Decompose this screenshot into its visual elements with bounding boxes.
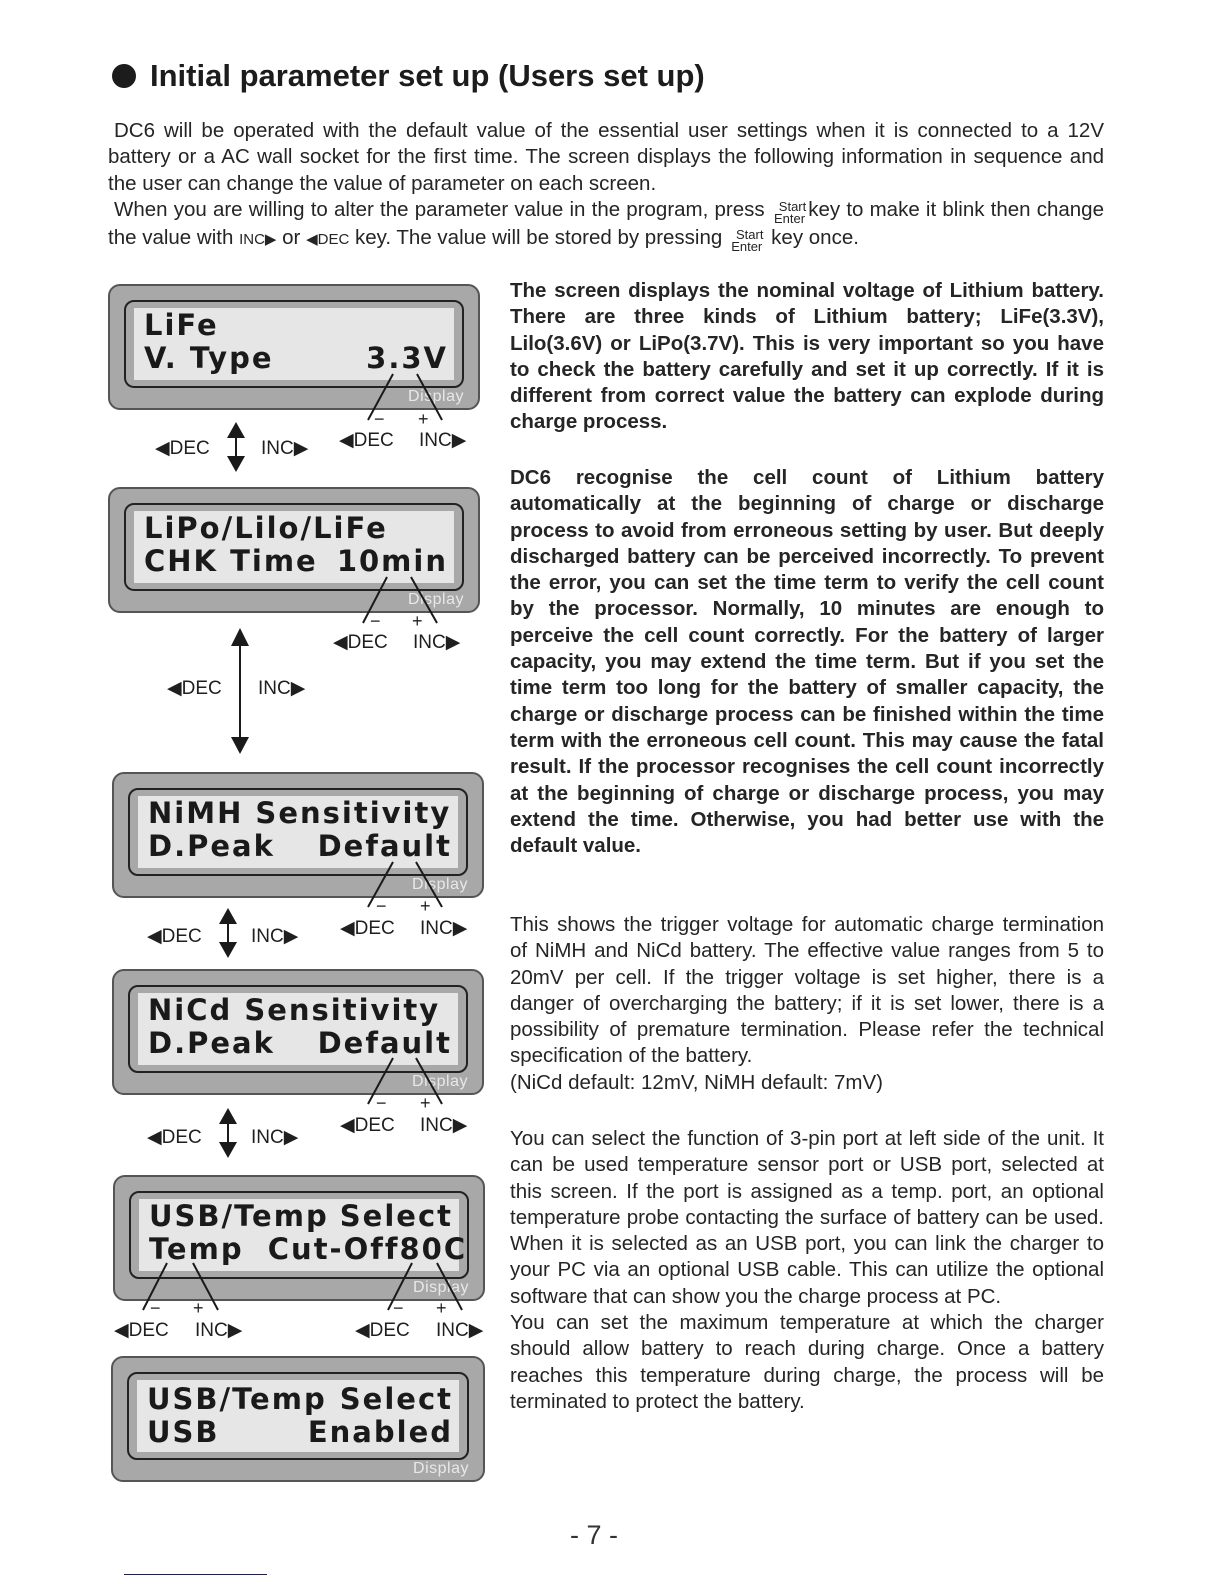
desc-chk-time: DC6 recognise the cell count of Lithium battery automatically at the beginning of charge or discharge process to avoid from erroneous setting by user. But deeply discharged battery can be perceived incorrectly. To prevent the error, you can set the time term to verify the cell count by the processor. Normally, 10 minutes are enough to perceive the cell count correctly. For the battery of larger capacity, you may extend the time term. But if you set the time term too long for the battery of smaller capacity, the charge or discharge process can be finished within the time term with the erroneous cell count. This may cause the fatal result. If the processor recognises the cell count incorrectly at the beginning of charge or discharge process, you may extend the time. Otherwise, you had better use with the default value. <box>510 466 1104 858</box>
minus-sign: − <box>150 1298 161 1318</box>
minus-sign: − <box>393 1298 404 1318</box>
dec-label: ◀DEC <box>167 678 222 699</box>
plus-sign: + <box>420 1093 431 1113</box>
page-number: - 7 - <box>570 1520 619 1550</box>
dec-key-icon: ◀DEC <box>306 230 350 248</box>
footer-rule <box>124 1574 267 1575</box>
dec-label: ◀DEC <box>355 1320 410 1341</box>
inc-label: INC▶ <box>258 678 306 699</box>
plus-sign: + <box>420 896 431 916</box>
dec-label: ◀DEC <box>114 1320 169 1341</box>
minus-sign: − <box>376 1093 387 1113</box>
intro-paragraph-1: DC6 will be operated with the default value of the essential user settings when it is connected to a 12V battery or a AC wall socket for the first time. The screen displays the following information in sequence and the user can change the value of parameter on each screen. <box>108 119 1104 195</box>
plus-sign: + <box>412 611 423 631</box>
inc-label: INC▶ <box>420 1115 468 1136</box>
lcd-screen-temp-cutoff: USB/Temp Select Temp Cut-Off 80C Display <box>113 1175 485 1301</box>
dec-label: ◀DEC <box>333 632 388 653</box>
intro-paragraph-2: When you are willing to alter the parameter value in the program, press Start Enter key to make it blink then change the value with INC▶ or ◀DEC key. The value will be stored by pressing Start Enter key once. <box>108 197 1104 254</box>
dec-label: ◀DEC <box>340 1115 395 1136</box>
inc-label: INC▶ <box>195 1320 243 1341</box>
start-enter-key-icon: Start Enter <box>731 226 764 254</box>
lcd-screen-usb-enabled: USB/Temp Select USB Enabled Display <box>111 1356 485 1482</box>
dec-label: ◀DEC <box>147 926 202 947</box>
inc-label: INC▶ <box>420 918 468 939</box>
lcd-screen-vtype: LiFe V. Type 3.3V Display <box>108 284 480 410</box>
display-label: Display <box>408 388 464 405</box>
lcd-screen-nimh: NiMH Sensitivity D.Peak Default Display <box>112 772 484 898</box>
dec-label: ◀DEC <box>340 918 395 939</box>
display-label: Display <box>413 1460 469 1477</box>
desc-lithium-type: The screen displays the nominal voltage of Lithium battery. There are three kinds of Lithium battery; LiFe(3.3V), Lilo(3.6V) or LiPo(3.7V). This is very important so you have to check the battery carefully and set it up correctly. If it is different from correct value the battery can explode during charge process. <box>510 279 1104 434</box>
plus-sign: + <box>193 1298 204 1318</box>
display-label: Display <box>412 876 468 893</box>
dec-label: ◀DEC <box>339 430 394 451</box>
display-label: Display <box>408 591 464 608</box>
minus-sign: − <box>376 896 387 916</box>
page-title: Initial parameter set up (Users set up) <box>150 58 705 93</box>
minus-sign: − <box>374 409 385 429</box>
start-enter-key-icon: Start Enter <box>773 198 807 226</box>
inc-label: INC▶ <box>436 1320 484 1341</box>
inc-label: INC▶ <box>251 926 299 947</box>
minus-sign: − <box>370 611 381 631</box>
dec-label: ◀DEC <box>147 1127 202 1148</box>
plus-sign: + <box>436 1298 447 1318</box>
inc-key-icon: INC▶ <box>239 230 277 248</box>
inc-label: INC▶ <box>251 1127 299 1148</box>
inc-label: INC▶ <box>413 632 461 653</box>
plus-sign: + <box>418 409 429 429</box>
dec-label: ◀DEC <box>155 438 210 459</box>
display-label: Display <box>412 1073 468 1090</box>
desc-sensitivity: This shows the trigger voltage for automatic charge termination of NiMH and NiCd battery. The effective value ranges from 5 to 20mV per cell. If the trigger voltage is set higher, there is a danger of overcharging the battery; if it is set lower, there is a possibility of premature termination. Please refer the technical specification of the battery. (NiCd default: 12mV, NiMH default: 7mV) <box>510 913 1104 1094</box>
lcd-screen-nicd: NiCd Sensitivity D.Peak Default Display <box>112 969 484 1095</box>
bullet-icon <box>112 64 136 88</box>
inc-label: INC▶ <box>261 438 309 459</box>
display-label: Display <box>413 1279 469 1296</box>
lcd-screen-chk-time: LiPo/Lilo/LiFe CHK Time 10min Display <box>108 487 480 613</box>
intro-text <box>108 118 1104 253</box>
inc-label: INC▶ <box>419 430 467 451</box>
desc-usb-temp: You can select the function of 3-pin port at left side of the unit. It can be used temperature sensor port or USB port, selected at this screen. If the port is assigned as a temp. port, an optional temperature probe contacting the surface of battery can be used. When it is selected as an USB port, you can link the charger to your PC via an optional USB cable. This can utilize the optional software that can show you the charge process at PC. You can set the maximum temperature at which the charger should allow battery to reach during charge. Once a battery reaches this temperature during charge, the process will be terminated to protect the battery. <box>510 1127 1104 1413</box>
section-heading <box>112 58 705 94</box>
